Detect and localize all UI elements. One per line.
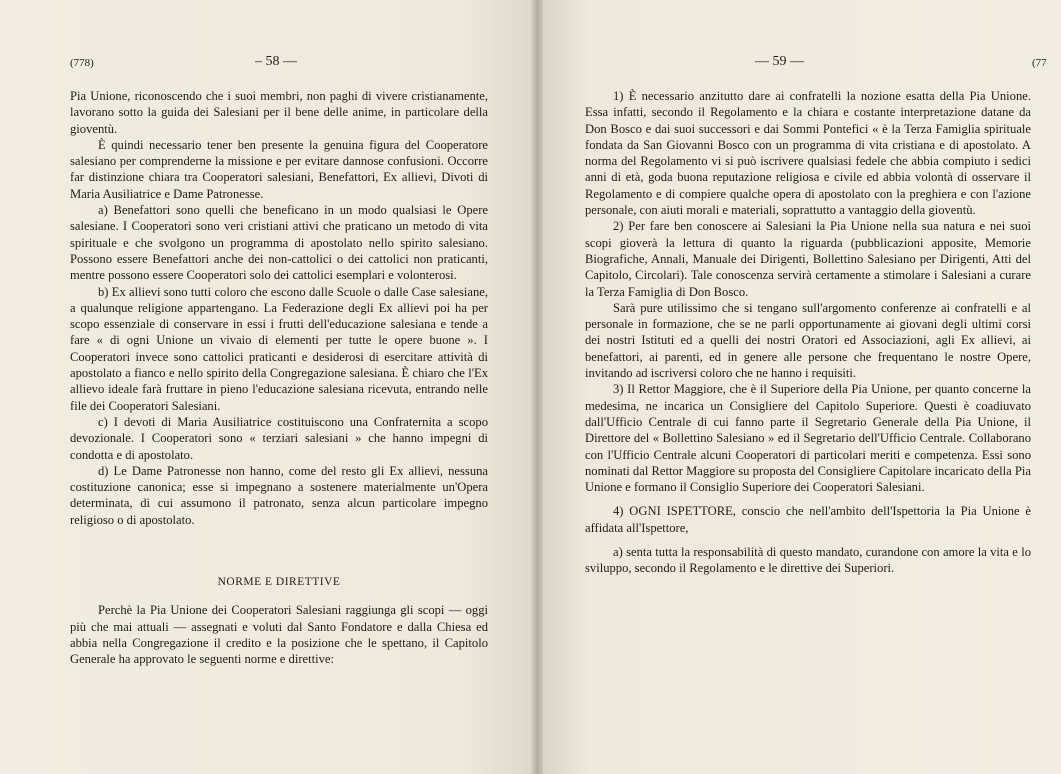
right-page xyxy=(537,0,1061,774)
paragraph: 3) Il Rettor Maggiore, che è il Superiore della Pia Unione, per quanto concerne la medesima, ne incarica un Consigliere del Capitolo Superiore. Questi è coadiuvato dall'Ufficio Centrale di cui fanno parte il Segretario Generale della Pia Unione, il Direttore del « Bollettino Salesiano » ed il Segretario dell'Ufficio Centrale. Collaborano con l'Ufficio Centrale alcuni Cooperatori di particolari meriti e competenza. Essi sono nominati dal Rettor Maggiore su proposta del Consigliere Capitolare incaricato della Pia Unione e formano il Consiglio Superiore dei Cooperatori Salesiani. xyxy=(585,382,1031,495)
left-page-body xyxy=(70,88,488,668)
paragraph: Pia Unione, riconoscendo che i suoi membri, non paghi di vivere cristianamente, lavorano sotto la guida dei Salesiani per il bene delle anime, in particolare della gioventù. xyxy=(70,89,488,136)
paragraph: d) Le Dame Patronesse non hanno, come del resto gli Ex allievi, nessuna costituzione canonica; esse si impegnano a sostenere materialmente un'Opera determinata, di cui assumono il patronato, senza alcun particolare impegno religioso o di apostolato. xyxy=(70,463,488,527)
left-page-number: – 58 — xyxy=(255,54,297,69)
paragraph: b) Ex allievi sono tutti coloro che escono dalle Scuole o dalle Case salesiane, a qualunque religione appartengano. La Federazione degli Ex allievi poi ha per scopo essenziale di conservare in essi i frutti dell'educazione salesiana e tende a fare « di ogni Unione un vivaio di elementi per tutte le opere buone ». I Cooperatori invece sono cattolici praticanti e desiderosi di esercitare attività di apostolato a fianco e nello spirito della Congregazione salesiana. È chiaro che l'Ex allievo ideale farà fruttare in pieno l'educazione salesiana ricevuta, entrando nelle file dei Cooperatori Salesiani. xyxy=(70,284,488,413)
right-page-body xyxy=(585,88,1031,577)
paragraph: 2) Per fare ben conoscere ai Salesiani la Pia Unione nella sua natura e nei suoi scopi gioverà la lettura di quanto la riguarda (pubblicazioni apposite, Memorie Biografiche, Annali, Manuale dei Dirigenti, Bollettino Salesiano per Dirigenti, Atti del Capitolo, Circolari). Tale conoscenza servirà certamente a stimolare i Salesiani a curare la Terza Famiglia di Don Bosco. xyxy=(585,219,1031,299)
right-page-number: — 59 — xyxy=(755,54,804,69)
paragraph: c) I devoti di Maria Ausiliatrice costituiscono una Confraternita a scopo devozionale. I Cooperatori sono « terziari salesiani » che hanno impegni di condotta e di apostolato. xyxy=(70,414,488,462)
paragraph: 1) È necessario anzitutto dare ai confratelli la nozione esatta della Pia Unione. Essa infatti, secondo il Regolamento e la chiara e costante interpretazione datane da Don Bosco e dai suoi successori e dai Sommi Pontefici « è la Terza Famiglia spirituale fondata da San Giovanni Bosco con un programma di vita cristiana e di apostolato. A norma del Regolamento vi si può iscrivere qualsiasi fedele che abbia compiuto i sedici anni di età, goda buona reputazione religiosa e civile ed abbia volontà di osservare il Regolamento e di compiere qualche opera di apostolato con la preghiera e con l'azione personale, con aiuti morali e materiali, soprattutto a vantaggio della gioventù. xyxy=(585,89,1031,218)
paragraph: a) Benefattori sono quelli che beneficano in un modo qualsiasi le Opere salesiane. I Cooperatori sono veri cristiani attivi che praticano un metodo di vita spirituale e che svolgono un programma di apostolato nello spirito salesiano. Possono essere Benefattori anche dei non-cattolici o dei cattolici non praticanti, mentre possono essere Cooperatori solo dei cattolici esemplari e volonterosi. xyxy=(70,203,488,283)
left-bracket-page-number: (778) xyxy=(70,57,94,69)
paragraph: Perchè la Pia Unione dei Cooperatori Salesiani raggiunga gli scopi — oggi più che mai attuali — assegnati e voluti dal Santo Fondatore e dalla Chiesa ed abbia nella Congregazione il credito e la posizione che le spettano, il Capitolo Generale ha approvato le seguenti norme e direttive: xyxy=(70,603,488,667)
paragraph: Sarà pure utilissimo che si tengano sull'argomento conferenze ai confratelli e al personale in formazione, che se ne parli opportunamente ai giovani degli ultimi corsi dei nostri Istituti ed a quelli dei nostri Oratori ed Associazioni, agli Ex allievi, ai benefattori, ai parenti, ed in genere alle persone che frequentano le nostre Opere, invitando ad iscriversi coloro che ne hanno i requisiti. xyxy=(585,300,1031,381)
paragraph: 4) OGNI ISPETTORE, conscio che nell'ambito dell'Ispettoria la Pia Unione è affidata all'Ispettore, xyxy=(585,504,1031,535)
section-title: NORME E DIRETTIVE xyxy=(217,576,341,589)
paragraph: È quindi necessario tener ben presente la genuina figura del Cooperatore salesiano per comprenderne la missione e per evitare dannose confusioni. Occorre far distinzione chiara tra Cooperatori salesiani, Benefattori, Ex allievi, Divoti di Maria Ausiliatrice e Dame Patronesse. xyxy=(70,137,488,201)
right-bracket-page-number: (77 xyxy=(1032,57,1047,69)
paragraph: a) senta tutta la responsabilità di questo mandato, curandone con amore la vita e lo sviluppo, secondo il Regolamento e le direttive dei Superiori. xyxy=(585,545,1031,576)
book-gutter xyxy=(531,0,543,774)
